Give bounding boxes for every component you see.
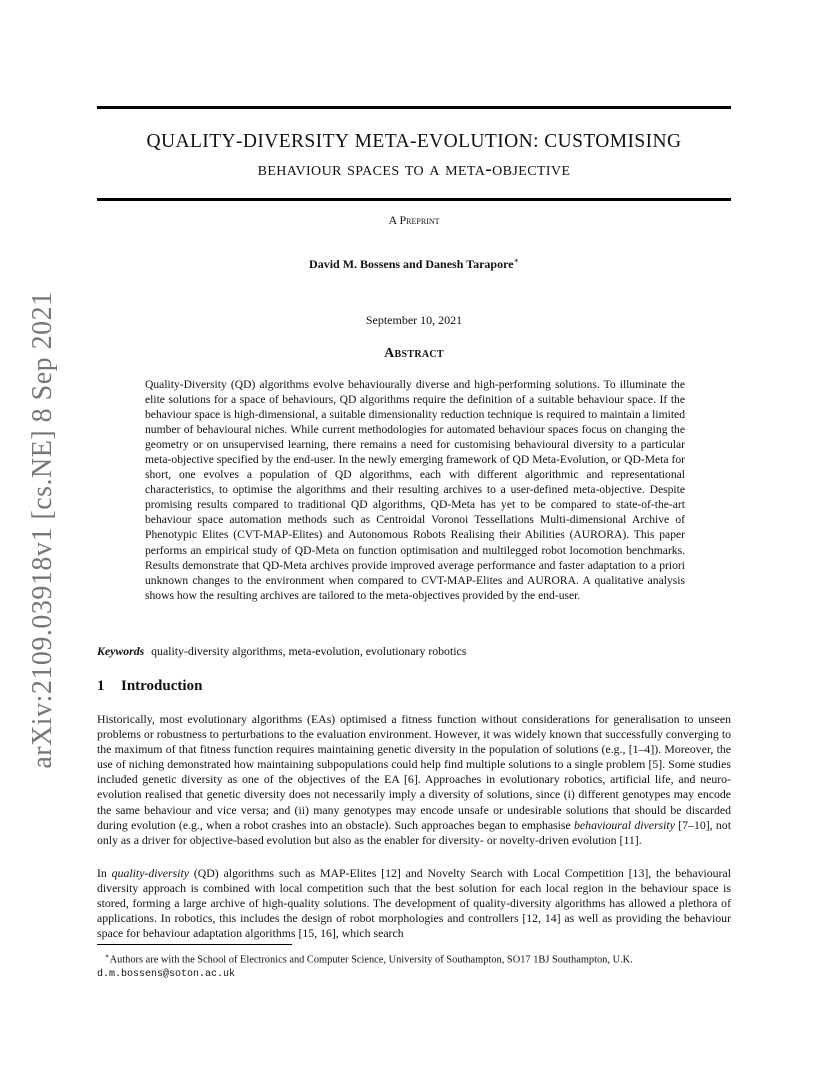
title-bottom-rule xyxy=(97,198,731,201)
author-list: David M. Bossens and Danesh Tarapore∗ xyxy=(309,256,519,271)
section-number: 1 xyxy=(97,678,105,694)
author-email: d.m.bossens@soton.ac.uk xyxy=(97,969,236,981)
preprint-label: A Preprint xyxy=(388,213,440,227)
arxiv-sidebar-stamp: arXiv:2109.03918v1 [cs.NE] 8 Sep 2021 xyxy=(27,291,58,769)
keywords-label: Keywords xyxy=(97,644,145,658)
paper-title: QUALITY-DIVERSITY META-EVOLUTION: CUSTOMISING behaviour spaces to a meta-objective xyxy=(146,131,682,180)
keywords-text: quality-diversity algorithms, meta-evolution, evolutionary robotics xyxy=(151,644,467,658)
keywords-line xyxy=(97,644,737,659)
intro-paragraph-1: Historically, most evolutionary algorithms (EAs) optimised a fitness function without considerations for generalisation to unseen problems or robustness to perturbations to the evaluation environment. However, it was widely known that successfully converging to the maximum of that fitness function requires maintaining genetic diversity in the population of solutions (e.g., [1–4]). Moreover, the use of niching demonstrated how maintaining subpopulations could help find multiple solutions to a single problem [5]. Some studies included genetic diversity as one of the objectives of the EA [6]. Approaches in evolutionary robotics, artificial life, and neuro-evolution realised that genetic diversity does not necessarily imply a diversity of solutions, since (i) different genotypes may encode the same behaviour and vice versa; and (ii) many genotypes may encode unsafe or undesirable solutions that should be discarded during evolution (e.g., when a robot crashes into an obstacle). Such approaches began to emphasise behavioural diversity [7–10], not only as a driver for objective-based evolution but also as the enabler for diversity- or novelty-driven evolution [11]. xyxy=(97,712,731,847)
publication-date: September 10, 2021 xyxy=(365,313,463,327)
footnote: ∗Authors are with the School of Electronics and Computer Science, University of Southampton, SO17 1BJ Southampton, U.K. d.m.bossens@soton.ac.uk xyxy=(97,952,633,981)
abstract-text: Quality-Diversity (QD) algorithms evolve behaviourally diverse and high-performing solutions. To illuminate the elite solutions for a space of behaviours, QD algorithms require the definition of a suitable behaviour space. If the behaviour space is high-dimensional, a suitable dimensionality reduction technique is required to maintain a limited number of behavioural niches. While current methodologies for automated behaviour spaces focus on changing the geometry or on unsupervised learning, there remains a need for customising behavioural diversity to a particular meta-objective specified by the end-user. In the newly emerging framework of QD Meta-Evolution, or QD-Meta for short, one evolves a population of QD algorithms, each with different algorithmic and representational characteristics, to optimise the algorithms and their resulting archives to a user-defined meta-objective. Despite promising results compared to traditional QD algorithms, QD-Meta has yet to be compared to state-of-the-art behaviour space automation methods such as Centroidal Voronoi Tessellations Multi-dimensional Archive of Phenotypic Elites (CVT-MAP-Elites) and Autonomous Robots Realising their Abilities (AURORA). This paper performs an empirical study of QD-Meta on function optimisation and multilegged robot locomotion benchmarks. Results demonstrate that QD-Meta archives provide improved average performance and faster adaptation to a priori unknown changes to the environment when compared to CVT-MAP-Elites and AURORA. A qualitative analysis shows how the resulting archives are tailored to the meta-objectives provided by the end-user. xyxy=(145,378,685,602)
section-title: Introduction xyxy=(121,678,203,694)
abstract-heading: Abstract xyxy=(384,346,444,361)
title-top-rule xyxy=(97,106,731,109)
intro-paragraph-2: In quality-diversity (QD) algorithms such as MAP-Elites [12] and Novelty Search with Local Competition [13], the behavioural diversity approach is combined with local competition such that the best solution for each local region in the behaviour space is stored, forming a large archive of high-quality solutions. The development of quality-diversity algorithms has allowed a plethora of applications. In robotics, this includes the design of robot morphologies and controllers [12, 14] as well as providing the behaviour space for behaviour adaptation algorithms [15, 16], which search xyxy=(97,866,731,941)
footnote-rule xyxy=(97,944,292,945)
section-heading-introduction xyxy=(97,678,202,695)
paper-title-line2: behaviour spaces to a meta-objective xyxy=(257,159,571,180)
